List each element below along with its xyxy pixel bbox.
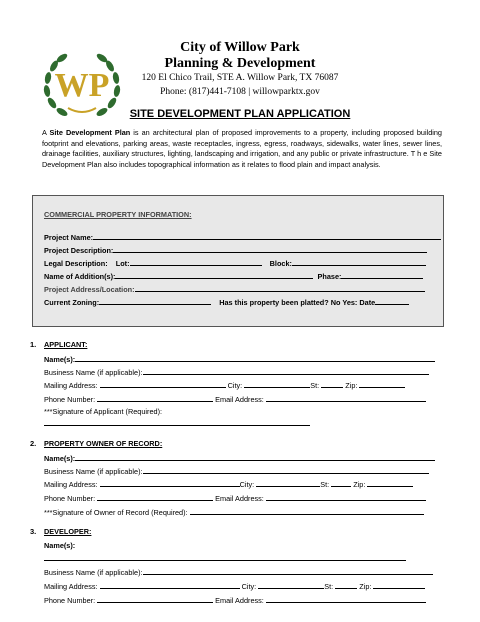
org-contact: Phone: (817)441-7108 | willowparktx.gov xyxy=(160,87,320,97)
current-zoning-row[interactable]: Current Zoning: Has this property been platted? No Yes: Date xyxy=(44,297,409,307)
developer-phone-row[interactable]: Phone Number: Email Address: xyxy=(44,595,426,605)
intro-paragraph: A Site Development Plan is an architectural plan of proposed improvements to a property, including proposed building footprint and elevations, parking areas, waste receptacles, ingress, egress, roadways, sidewalks, water lines, sewer lines, drainage facilities, auxiliary structures, lighting, landscaping and irrigation, and any public or private infrastructure. T h e Site Development Plan also includes topographical information as it relates to flood plain and impact analysis. xyxy=(42,128,442,169)
section-number-developer: 3. xyxy=(30,527,37,536)
commercial-heading: COMMERCIAL PROPERTY INFORMATION: xyxy=(44,210,192,219)
logo-letters: WP xyxy=(54,67,110,104)
owner-heading: PROPERTY OWNER OF RECORD: xyxy=(44,439,163,448)
applicant-heading: APPLICANT: xyxy=(44,340,88,349)
applicant-mailing-row[interactable]: Mailing Address: City: St: Zip: xyxy=(44,380,405,390)
applicant-phone-row[interactable]: Phone Number: Email Address: xyxy=(44,394,426,404)
owner-names-row[interactable]: Name(s): xyxy=(44,453,435,463)
owner-phone-row[interactable]: Phone Number: Email Address: xyxy=(44,493,426,503)
applicant-signature-line[interactable] xyxy=(44,425,310,426)
org-name-line2: Planning & Development xyxy=(164,56,316,71)
developer-mailing-row[interactable]: Mailing Address: City: St: Zip: xyxy=(44,581,425,591)
project-address-row[interactable]: Project Address/Location: xyxy=(44,284,425,294)
org-address: 120 El Chico Trail, STE A. Willow Park, TX 76087 xyxy=(141,73,339,83)
owner-business-row[interactable]: Business Name (if applicable): xyxy=(44,466,429,476)
developer-heading: DEVELOPER: xyxy=(44,527,92,536)
applicant-names-row[interactable]: Name(s): xyxy=(44,354,435,364)
developer-names-line[interactable] xyxy=(44,560,406,561)
project-name-row[interactable]: Project Name: xyxy=(44,232,441,242)
project-description-row[interactable]: Project Description: xyxy=(44,245,427,255)
developer-names-label: Name(s): xyxy=(44,541,76,550)
owner-mailing-row[interactable]: Mailing Address: City: St: Zip: xyxy=(44,479,413,489)
developer-business-row[interactable]: Business Name (if applicable): xyxy=(44,567,433,577)
owner-signature-row[interactable]: ***Signature of Owner of Record (Required): xyxy=(44,507,424,517)
applicant-business-row[interactable]: Business Name (if applicable): xyxy=(44,367,429,377)
section-number-owner: 2. xyxy=(30,439,37,448)
legal-description-row[interactable]: Legal Description: Lot: Block: xyxy=(44,258,426,268)
page-title: SITE DEVELOPMENT PLAN APPLICATION xyxy=(129,108,351,120)
section-number-applicant: 1. xyxy=(30,340,37,349)
org-name-line1: City of Willow Park xyxy=(180,40,300,55)
applicant-signature-label: ***Signature of Applicant (Required): xyxy=(44,407,163,416)
addition-row[interactable]: Name of Addition(s): Phase: xyxy=(44,271,423,281)
